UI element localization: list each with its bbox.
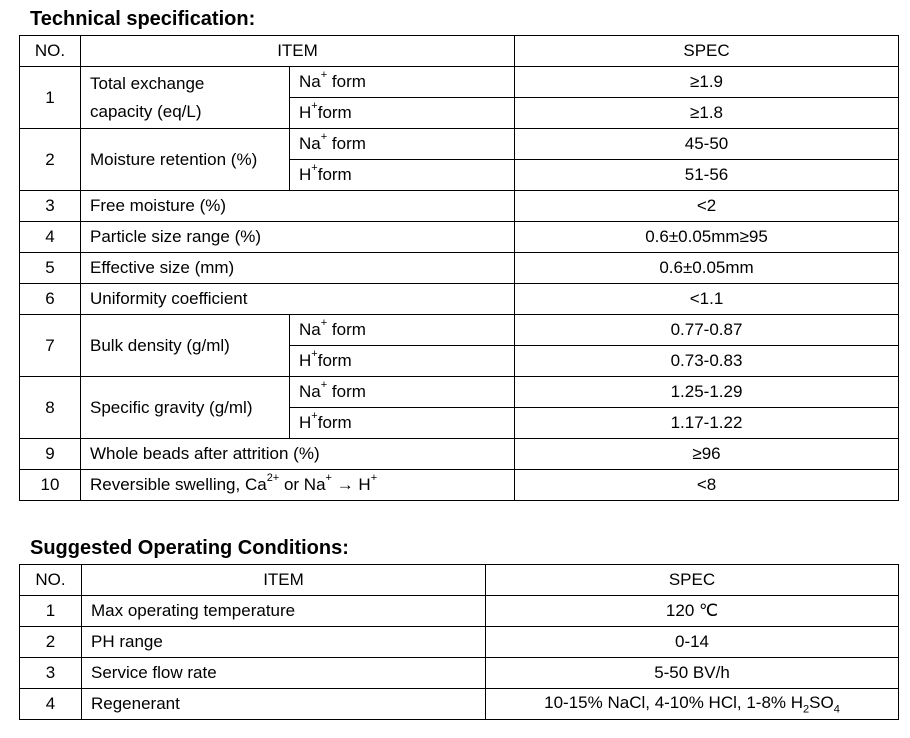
row-item: Moisture retention (%) — [81, 129, 290, 191]
header-spec: SPEC — [486, 565, 899, 596]
sub-item: H+form — [290, 160, 515, 191]
table-row — [20, 315, 899, 346]
table-row — [20, 129, 899, 160]
operating-conditions-table — [19, 564, 899, 720]
header-item: ITEM — [82, 565, 486, 596]
table-row — [20, 377, 899, 408]
row-spec: 120 ℃ — [486, 596, 899, 627]
table-row — [20, 689, 899, 720]
row-spec: ≥1.9 — [515, 67, 899, 98]
sub-item: Na+ form — [290, 315, 515, 346]
row-no: 4 — [20, 222, 81, 253]
table-row — [20, 470, 899, 501]
row-no: 9 — [20, 439, 81, 470]
sub-item: Na+ form — [290, 377, 515, 408]
item-line: capacity (eq/L) — [90, 101, 202, 121]
item-line: Total exchange — [90, 73, 205, 93]
row-item: Service flow rate — [82, 658, 486, 689]
table-row — [20, 658, 899, 689]
table-row — [20, 191, 899, 222]
row-item: Regenerant — [82, 689, 486, 720]
table-row — [20, 253, 899, 284]
row-item: Max operating temperature — [82, 596, 486, 627]
row-no: 2 — [20, 129, 81, 191]
technical-specification-heading: Technical specification: — [30, 8, 256, 30]
row-item: Particle size range (%) — [81, 222, 515, 253]
sub-item: H+form — [290, 408, 515, 439]
row-no: 5 — [20, 253, 81, 284]
row-spec: 51-56 — [515, 160, 899, 191]
row-spec: ≥1.8 — [515, 98, 899, 129]
sub-item: Na+ form — [290, 67, 515, 98]
row-item: Specific gravity (g/ml) — [81, 377, 290, 439]
row-spec: <8 — [515, 470, 899, 501]
sub-item: H+form — [290, 346, 515, 377]
row-no: 1 — [20, 596, 82, 627]
table-row — [20, 627, 899, 658]
row-spec: 5-50 BV/h — [486, 658, 899, 689]
row-spec: 0.77-0.87 — [515, 315, 899, 346]
row-item: PH range — [82, 627, 486, 658]
row-spec: 1.25-1.29 — [515, 377, 899, 408]
row-no: 3 — [20, 191, 81, 222]
row-spec: 0.6±0.05mm — [515, 253, 899, 284]
row-no: 10 — [20, 470, 81, 501]
row-no: 8 — [20, 377, 81, 439]
row-no: 7 — [20, 315, 81, 377]
table-row — [20, 222, 899, 253]
row-spec: 10-15% NaCl, 4-10% HCl, 1-8% $H_2SO_4$ — [486, 689, 899, 720]
row-no: 2 — [20, 627, 82, 658]
header-spec: SPEC — [515, 36, 899, 67]
table-row — [20, 596, 899, 627]
sub-item: H+form — [290, 98, 515, 129]
row-spec: <1.1 — [515, 284, 899, 315]
table-row — [20, 67, 899, 98]
row-item: Bulk density (g/ml) — [81, 315, 290, 377]
row-item: Whole beads after attrition (%) — [81, 439, 515, 470]
row-item: Free moisture (%) — [81, 191, 515, 222]
row-item: Uniformity coefficient — [81, 284, 515, 315]
row-spec: <2 — [515, 191, 899, 222]
table-row — [20, 284, 899, 315]
row-item — [81, 67, 290, 129]
row-spec: 0-14 — [486, 627, 899, 658]
row-item: Effective size (mm) — [81, 253, 515, 284]
row-spec: 1.17-1.22 — [515, 408, 899, 439]
table-row — [20, 439, 899, 470]
header-item: ITEM — [81, 36, 515, 67]
technical-specification-table — [19, 35, 899, 501]
header-no: NO. — [20, 565, 82, 596]
table-header-row — [20, 36, 899, 67]
row-no: 6 — [20, 284, 81, 315]
row-spec: 0.73-0.83 — [515, 346, 899, 377]
sub-item: Na+ form — [290, 129, 515, 160]
row-no: 3 — [20, 658, 82, 689]
operating-conditions-heading: Suggested Operating Conditions: — [30, 537, 349, 559]
row-item: Reversible swelling, $Ca^{2+}$ or Na+ → H+ — [81, 470, 515, 501]
header-no: NO. — [20, 36, 81, 67]
row-spec: 0.6±0.05mm≥95 — [515, 222, 899, 253]
row-no: 4 — [20, 689, 82, 720]
row-spec: 45-50 — [515, 129, 899, 160]
row-no: 1 — [20, 67, 81, 129]
row-spec: ≥96 — [515, 439, 899, 470]
table-header-row — [20, 565, 899, 596]
